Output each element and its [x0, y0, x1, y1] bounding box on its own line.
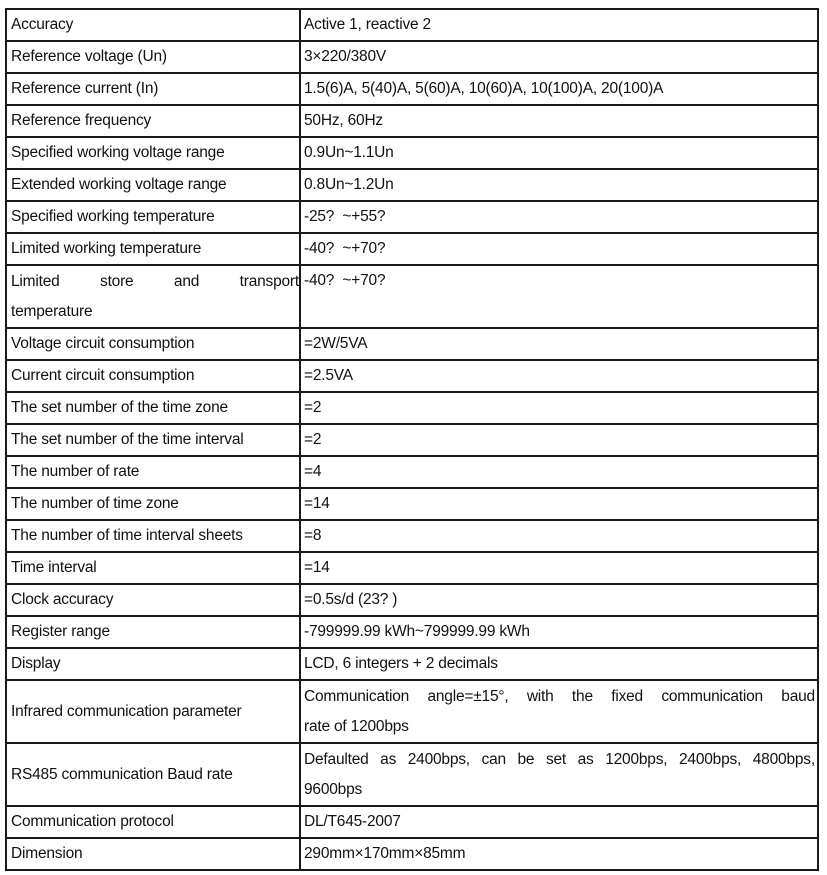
spec-value-cell [301, 202, 817, 232]
word: Defaulted [304, 750, 369, 768]
cell-text: =2W/5VA [304, 335, 368, 352]
spec-value-cell [301, 106, 817, 136]
word: the [571, 687, 593, 705]
spec-label-cell [7, 649, 301, 679]
cell-text: LCD, 6 integers + 2 decimals [304, 655, 498, 672]
cell-text: The set number of the time interval [11, 431, 244, 448]
word: baud [781, 687, 815, 705]
word: and [173, 272, 200, 290]
justified-line [304, 745, 815, 775]
spec-table [5, 8, 819, 871]
word: transport [239, 272, 299, 290]
spec-row [7, 10, 817, 42]
spec-row [7, 681, 817, 744]
cell-text: 1.5(6)A, 5(40)A, 5(60)A, 10(60)A, 10(100)A, 20(100)A [304, 80, 664, 97]
spec-row [7, 234, 817, 266]
spec-row [7, 361, 817, 393]
spec-row [7, 425, 817, 457]
cell-text: Dimension [11, 845, 83, 862]
cell-text: =14 [304, 495, 330, 512]
spec-value-cell [301, 649, 817, 679]
spec-label-cell [7, 329, 301, 359]
spec-label-cell [7, 202, 301, 232]
cell-text: The number of time interval sheets [11, 527, 243, 544]
spec-value-cell [301, 74, 817, 104]
cell-text: Specified working voltage range [11, 144, 225, 161]
cell-text: -799999.99 kWh~799999.99 kWh [304, 623, 530, 640]
cell-text: =2 [304, 431, 322, 448]
justified-line [11, 267, 299, 297]
cell-text: 50Hz, 60Hz [304, 112, 383, 129]
spec-label-cell [7, 393, 301, 423]
spec-label-cell [7, 106, 301, 136]
cell-text: The set number of the time zone [11, 399, 228, 416]
cell-text: Accuracy [11, 16, 74, 33]
spec-value-cell [301, 457, 817, 487]
word: angle=±15°, [427, 687, 509, 705]
spec-label-cell [7, 489, 301, 519]
cell-text: =0.5s/d (23? ) [304, 591, 398, 608]
spec-row [7, 202, 817, 234]
spec-value-cell [301, 681, 817, 742]
spec-row [7, 457, 817, 489]
cell-text: Communication protocol [11, 813, 174, 830]
spec-row [7, 553, 817, 585]
justified-line [304, 682, 815, 712]
cell-text: =2 [304, 399, 322, 416]
cell-text: Reference current (In) [11, 80, 159, 97]
cell-text: Active 1, reactive 2 [304, 16, 431, 33]
spec-row [7, 489, 817, 521]
spec-label-cell [7, 521, 301, 551]
cell-text: Limited working temperature [11, 240, 202, 257]
cell-text: 0.9Un~1.1Un [304, 144, 394, 161]
cell-text: Infrared communication parameter [11, 702, 242, 720]
spec-label-cell [7, 234, 301, 264]
word: as [577, 750, 594, 768]
cell-text: 290mm×170mm×85mm [304, 845, 466, 862]
cell-text: Register range [11, 623, 110, 640]
word: as [380, 750, 397, 768]
word: be [517, 750, 535, 768]
spec-label-cell [7, 585, 301, 615]
spec-value-cell [301, 170, 817, 200]
cell-text: DL/T645-2007 [304, 813, 401, 830]
spec-label-cell [7, 74, 301, 104]
spec-row [7, 170, 817, 202]
cell-text: RS485 communication Baud rate [11, 765, 233, 783]
spec-row [7, 649, 817, 681]
cell-text: temperature [11, 302, 93, 320]
spec-row [7, 393, 817, 425]
spec-value-cell [301, 425, 817, 455]
cell-text: The number of rate [11, 463, 140, 480]
cell-text: 0.8Un~1.2Un [304, 176, 394, 193]
cell-text: Display [11, 655, 61, 672]
word: set [545, 750, 567, 768]
spec-row [7, 42, 817, 74]
cell-text: The number of time zone [11, 495, 179, 512]
word: can [481, 750, 506, 768]
spec-label-cell [7, 170, 301, 200]
spec-row [7, 106, 817, 138]
cell-text: Reference voltage (Un) [11, 48, 167, 65]
word: 2400bps, [678, 750, 742, 768]
spec-label-cell [7, 266, 301, 327]
spec-label-cell [7, 807, 301, 837]
cell-text: Voltage circuit consumption [11, 335, 195, 352]
spec-row [7, 74, 817, 106]
spec-row [7, 138, 817, 170]
spec-label-cell [7, 10, 301, 40]
word: 4800bps, [752, 750, 815, 768]
cell-text: Specified working temperature [11, 208, 215, 225]
spec-value-cell [301, 138, 817, 168]
spec-value-cell [301, 617, 817, 647]
spec-label-cell [7, 839, 301, 869]
spec-row [7, 329, 817, 361]
cell-text: -40? ~+70? [304, 272, 386, 289]
word: communication [661, 687, 763, 705]
spec-label-cell [7, 425, 301, 455]
cell-text: 9600bps [304, 780, 363, 798]
spec-label-cell [7, 457, 301, 487]
spec-value-cell [301, 10, 817, 40]
cell-text: Reference frequency [11, 112, 152, 129]
spec-value-cell [301, 393, 817, 423]
cell-text: 3×220/380V [304, 48, 387, 65]
cell-text: -40? ~+70? [304, 240, 386, 257]
spec-label-cell [7, 42, 301, 72]
spec-value-cell [301, 42, 817, 72]
spec-value-cell [301, 329, 817, 359]
word: fixed [611, 687, 643, 705]
word: Limited [11, 272, 60, 290]
spec-label-cell [7, 361, 301, 391]
spec-row [7, 521, 817, 553]
spec-row [7, 617, 817, 649]
spec-value-cell [301, 361, 817, 391]
word: Communication [304, 687, 410, 705]
spec-value-cell [301, 585, 817, 615]
spec-row [7, 266, 817, 329]
spec-row [7, 839, 817, 869]
spec-row [7, 744, 817, 807]
word: store [100, 272, 134, 290]
cell-text: =14 [304, 559, 330, 576]
spec-row [7, 585, 817, 617]
spec-label-cell [7, 138, 301, 168]
cell-text: Current circuit consumption [11, 367, 195, 384]
spec-value-cell [301, 807, 817, 837]
word: 2400bps, [407, 750, 470, 768]
spec-value-cell [301, 744, 817, 805]
spec-label-cell [7, 553, 301, 583]
spec-value-cell [301, 553, 817, 583]
cell-text: Clock accuracy [11, 591, 114, 608]
spec-label-cell [7, 617, 301, 647]
cell-text: Extended working voltage range [11, 176, 227, 193]
spec-value-cell [301, 489, 817, 519]
cell-text: =4 [304, 463, 322, 480]
word: with [526, 687, 554, 705]
spec-row [7, 807, 817, 839]
cell-text: -25? ~+55? [304, 208, 386, 225]
cell-text: =2.5VA [304, 367, 353, 384]
spec-label-cell [7, 744, 301, 805]
cell-text: =8 [304, 527, 322, 544]
spec-value-cell [301, 234, 817, 264]
cell-text: rate of 1200bps [304, 717, 409, 735]
word: 1200bps, [605, 750, 668, 768]
spec-value-cell [301, 266, 817, 327]
spec-label-cell [7, 681, 301, 742]
spec-value-cell [301, 839, 817, 869]
cell-text: Time interval [11, 559, 97, 576]
spec-value-cell [301, 521, 817, 551]
